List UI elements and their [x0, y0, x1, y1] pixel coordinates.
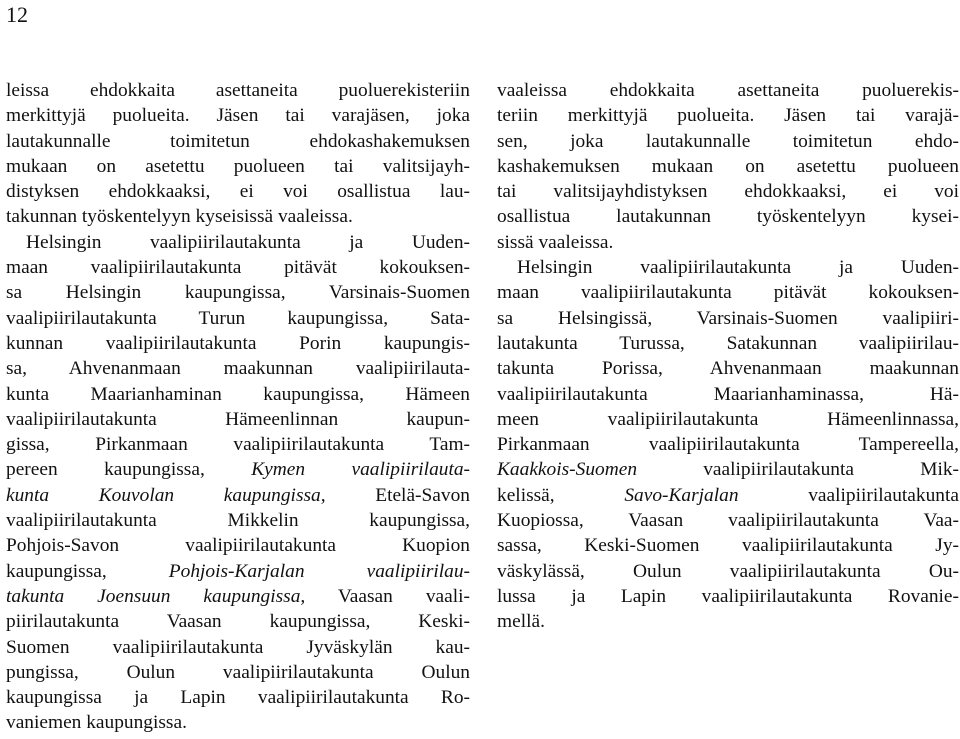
text-line: [497, 508, 959, 533]
text-span: meen vaalipiirilautakunta Hämeenlinnassa,: [497, 408, 959, 430]
text-span: vaalipiirilautakunta Mikkelin kaupungissa,: [6, 510, 470, 532]
text-line: [6, 280, 470, 305]
italic-text: kunta Kouvolan kaupungissa,: [6, 484, 326, 506]
text-span: vaalipiirilautakunta Maarianhaminassa, Hä-: [497, 383, 959, 405]
text-line: [6, 609, 470, 634]
text-line: [497, 382, 959, 407]
text-span: sa, Ahvenanmaan maakunnan vaalipiirilauta-: [6, 358, 470, 380]
text-span: osallistua lautakunnan työskentelyyn kysei-: [497, 206, 959, 228]
text-line: [497, 103, 959, 128]
text-span: takunnan työskentelyyn kyseisissä vaaleissa.: [6, 206, 353, 228]
text-line: [497, 78, 959, 103]
text-span: lussa ja Lapin vaalipiirilautakunta Rovanie-: [497, 585, 959, 607]
italic-text: Pohjois-Karjalan vaalipiirilau-: [168, 560, 470, 582]
text-line: [497, 584, 959, 609]
text-span: sa Helsingin kaupungissa, Varsinais-Suomen: [6, 282, 470, 304]
text-line: [6, 584, 470, 609]
text-span: Vaasan vaali-: [305, 585, 470, 607]
text-span: gissa, Pirkanmaan vaalipiirilautakunta Tam-: [6, 434, 470, 456]
text-span: kelissä,: [497, 484, 625, 506]
text-span: Etelä-Savon: [325, 484, 470, 506]
text-line: [497, 559, 959, 584]
text-line: [497, 407, 959, 432]
text-span: Suomen vaalipiirilautakunta Jyväskylän kau-: [6, 636, 470, 658]
text-line: [6, 559, 470, 584]
text-span: sen, joka lautakunnalle toimitetun ehdo-: [497, 130, 959, 152]
italic-text: Savo-Karjalan: [624, 484, 739, 506]
text-span: lautakunnalle toimitetun ehdokashakemuksen: [6, 130, 470, 152]
text-line: [497, 179, 959, 204]
text-span: vaalipiirilautakunta Turun kaupungissa, Sata-: [6, 307, 470, 329]
text-span: väskylässä, Oulun vaalipiirilautakunta Ou-: [497, 560, 959, 582]
text-line: [6, 103, 470, 128]
text-line: [6, 508, 470, 533]
text-span: vaalipiirilautakunta Hämeenlinnan kaupun-: [6, 408, 470, 430]
text-line: [6, 457, 470, 482]
text-line: [6, 432, 470, 457]
text-span: sa Helsingissä, Varsinais-Suomen vaalipiiri-: [497, 307, 959, 329]
text-span: merkittyjä puolueita. Jäsen tai varajäsen, joka: [6, 105, 470, 127]
text-span: kunnan vaalipiirilautakunta Porin kaupungis-: [6, 332, 470, 354]
text-line: [497, 154, 959, 179]
text-span: vaniemen kaupungissa.: [6, 712, 187, 734]
text-span: teriin merkittyjä puolueita. Jäsen tai varajä-: [497, 105, 959, 127]
text-line: [6, 710, 470, 735]
italic-text: Kaakkois-Suomen: [497, 459, 638, 481]
text-span: Pirkanmaan vaalipiirilautakunta Tampereella,: [497, 434, 959, 456]
text-span: Kuopiossa, Vaasan vaalipiirilautakunta Vaa-: [497, 510, 959, 532]
page-number: 12: [6, 2, 28, 27]
italic-text: takunta Joensuun kaupungissa,: [6, 585, 306, 607]
text-span: kashakemuksen mukaan on asetettu puolueen: [497, 155, 959, 177]
text-span: sassa, Keski-Suomen vaalipiirilautakunta Jy-: [497, 535, 959, 557]
text-span: vaalipiirilautakunta: [738, 484, 959, 506]
text-line: [6, 533, 470, 558]
text-line: [6, 407, 470, 432]
text-line: [497, 129, 959, 154]
text-span: leissa ehdokkaita asettaneita puoluerekisteriin: [6, 80, 470, 101]
text-span: tai valitsijayhdistyksen ehdokkaaksi, ei voi: [497, 181, 959, 203]
text-line: [6, 685, 470, 710]
text-span: kaupungissa ja Lapin vaalipiirilautakunta Ro-: [6, 687, 470, 709]
text-line: [497, 483, 959, 508]
text-span: pereen kaupungissa,: [6, 459, 252, 481]
text-line: [497, 204, 959, 229]
right-text-column: [497, 78, 959, 635]
text-line: [497, 533, 959, 558]
text-line: [6, 382, 470, 407]
left-text-column: [6, 78, 470, 736]
text-line: [497, 432, 959, 457]
text-line: [6, 204, 470, 229]
text-line: [6, 78, 470, 103]
text-line: [6, 154, 470, 179]
text-span: kaupungissa,: [6, 560, 169, 582]
text-span: distyksen ehdokkaaksi, ei voi osallistua lau-: [6, 181, 470, 203]
text-span: maan vaalipiirilautakunta pitävät kokouksen-: [6, 257, 470, 279]
text-span: vaaleissa ehdokkaita asettaneita puoluerekis-: [497, 80, 959, 101]
text-line: [6, 230, 470, 255]
text-line: [6, 129, 470, 154]
text-span: kunta Maarianhaminan kaupungissa, Hämeen: [6, 383, 470, 405]
text-span: takunta Porissa, Ahvenanmaan maakunnan: [497, 358, 959, 380]
text-line: [497, 255, 959, 280]
text-line: [497, 331, 959, 356]
text-span: Helsingin vaalipiirilautakunta ja Uuden-: [26, 231, 470, 253]
text-span: pungissa, Oulun vaalipiirilautakunta Oulun: [6, 661, 470, 683]
text-line: [6, 635, 470, 660]
text-span: maan vaalipiirilautakunta pitävät kokouksen-: [497, 282, 959, 304]
text-line: [6, 483, 470, 508]
text-span: vaalipiirilautakunta Mik-: [637, 459, 959, 481]
text-span: sissä vaaleissa.: [497, 231, 614, 253]
text-line: [497, 230, 959, 255]
text-line: [497, 457, 959, 482]
text-line: [497, 280, 959, 305]
text-line: [6, 356, 470, 381]
text-span: piirilautakunta Vaasan kaupungissa, Keski-: [6, 611, 470, 633]
text-span: mukaan on asetettu puolueen tai valitsijayh-: [6, 155, 470, 177]
text-line: [6, 331, 470, 356]
text-line: [6, 660, 470, 685]
text-line: [497, 306, 959, 331]
text-span: Pohjois-Savon vaalipiirilautakunta Kuopion: [6, 535, 470, 557]
text-span: Helsingin vaalipiirilautakunta ja Uuden-: [517, 257, 959, 279]
text-span: lautakunta Turussa, Satakunnan vaalipiirilau-: [497, 332, 959, 354]
italic-text: Kymen vaalipiirilauta-: [251, 459, 470, 481]
text-line: [6, 179, 470, 204]
text-line: [497, 356, 959, 381]
text-line: [497, 609, 959, 634]
text-line: [6, 306, 470, 331]
text-line: [6, 255, 470, 280]
text-span: mellä.: [497, 611, 545, 633]
